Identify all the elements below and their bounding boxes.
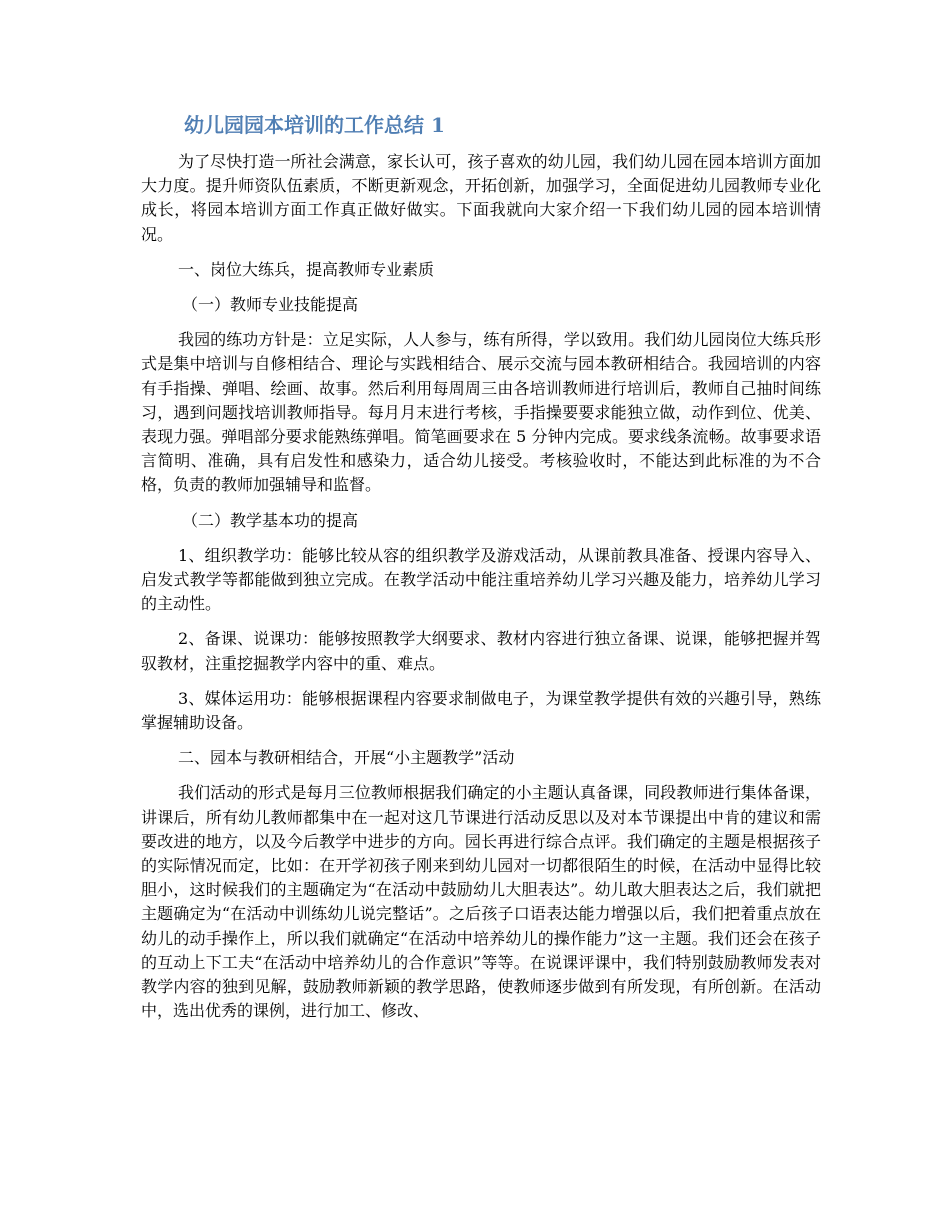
document-title: 幼儿园园本培训的工作总结 1 xyxy=(184,113,445,137)
theme-teaching-paragraph: 我们活动的形式是每月三位教师根据我们确定的小主题认真备课，同段教师进行集体备课，讲课后，所有幼儿教师都集中在一起对这几节课进行活动反思以及对本节课提出中肯的建议和需要改进的地方，以及今后教学中进步的方向。园长再进行综合点评。我们确定的主题是根据孩子的实际情况而定，比如：在开学初孩子刚来到幼儿园对一切都很陌生的时候，在活动中显得比较胆小，这时候我们的主题确定为“在活动中鼓励幼儿大胆表达”。幼儿敢大胆表达之后，我们就把主题确定为“在活动中训练幼儿说完整话”。之后孩子口语表达能力增强以后，我们把着重点放在幼儿的动手操作上，所以我们就确定“在活动中培养幼儿的操作能力”这一主题。我们还会在孩子的互动上下工夫“在活动中培养幼儿的合作意识”等等。在说课评课中，我们特别鼓励教师发表对教学内容的独到见解，鼓励教师新颖的教学思路，使教师逐步做到有所发现，有所创新。在活动中，选出优秀的课例，进行加工、修改、 xyxy=(141,783,821,1021)
lesson-prep-paragraph: 2、备课、说课功：能够按照教学大纲要求、教材内容进行独立备课、说课，能够把握并驾驭教材，注重挖掘教学内容中的重、难点。 xyxy=(141,629,821,673)
subsection-heading-1: （一）教师专业技能提高 xyxy=(182,295,359,315)
intro-paragraph: 为了尽快打造一所社会满意，家长认可，孩子喜欢的幼儿园，我们幼儿园在园本培训方面加大力度。提升师资队伍素质，不断更新观念，开拓创新，加强学习，全面促进幼儿园教师专业化成长，将园本培训方面工作真正做好做实。下面我就向大家介绍一下我们幼儿园的园本培训情况。 xyxy=(141,152,821,244)
section-heading-1: 一、岗位大练兵，提高教师专业素质 xyxy=(178,259,435,279)
document-body xyxy=(141,150,821,1035)
media-use-paragraph: 3、媒体运用功：能够根据课程内容要求制做电子，为课堂教学提供有效的兴趣引导，熟练掌握辅助设备。 xyxy=(141,688,821,733)
teaching-organization-paragraph: 1、组织教学功：能够比较从容的组织教学及游戏活动，从课前教具准备、授课内容导入、启发式教学等都能做到独立完成。在教学活动中能注重培养幼儿学习兴趣及能力，培养幼儿学习的主动性。 xyxy=(141,545,821,614)
subsection-heading-2: （二）教学基本功的提高 xyxy=(182,510,359,530)
skills-paragraph: 我园的练功方针是：立足实际，人人参与，练有所得，学以致用。我们幼儿园岗位大练兵形式是集中培训与自修相结合、理论与实践相结合、展示交流与园本教研相结合。我园培训的内容有手指操、弹唱、绘画、故事。然后利用每周周三由各培训教师进行培训后，教师自己抽时间练习，遇到问题找培训教师指导。每月月末进行考核，手指操要要求能独立做，动作到位、优美、表现力强。弹唱部分要求能熟练弹唱。简笔画要求在 5 分钟内完成。要求线条流畅。故事要求语言简明、准确，具有启发性和感染力，适合幼儿接受。考核验收时，不能达到此标准的为不合格，负责的教师加强辅导和监督。 xyxy=(141,330,821,495)
section-heading-2: 二、园本与教研相结合，开展“小主题教学”活动 xyxy=(178,748,515,768)
